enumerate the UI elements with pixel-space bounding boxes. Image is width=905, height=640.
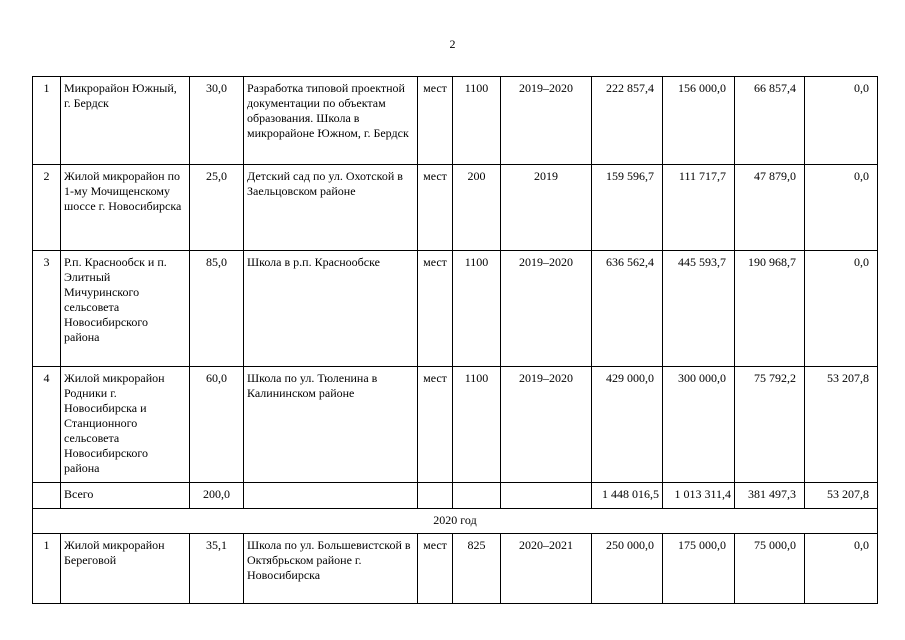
table-row — [33, 165, 878, 251]
federal-cell: 111 717,7 — [663, 165, 735, 251]
period-cell: 2020–2021 — [501, 534, 592, 604]
district-cell: Р.п. Краснообск и п. Элитный Мичуринского сельсовета Новосибирского района — [61, 251, 190, 367]
total-cost-cell: 250 000,0 — [592, 534, 663, 604]
other-cell: 0,0 — [805, 251, 878, 367]
empty-cell — [501, 483, 592, 509]
row-number: 1 — [33, 77, 61, 165]
unit-cell: мест — [418, 251, 453, 367]
regional-cell: 66 857,4 — [735, 77, 805, 165]
area-cell: 85,0 — [190, 251, 244, 367]
other-cell: 0,0 — [805, 534, 878, 604]
capacity-cell: 1100 — [453, 251, 501, 367]
other-cell: 0,0 — [805, 77, 878, 165]
period-cell: 2019–2020 — [501, 367, 592, 483]
area-cell: 60,0 — [190, 367, 244, 483]
area-cell: 25,0 — [190, 165, 244, 251]
federal-cell: 156 000,0 — [663, 77, 735, 165]
area-cell: 30,0 — [190, 77, 244, 165]
object-cell: Школа по ул. Тюленина в Калининском районе — [244, 367, 418, 483]
regional-cell: 47 879,0 — [735, 165, 805, 251]
regional-cell: 75 792,2 — [735, 367, 805, 483]
capacity-cell: 825 — [453, 534, 501, 604]
total-label: Всего — [61, 483, 190, 509]
page-number: 2 — [449, 37, 456, 51]
other-cell: 53 207,8 — [805, 367, 878, 483]
empty-cell — [244, 483, 418, 509]
empty-cell — [418, 483, 453, 509]
total-area-cell: 200,0 — [190, 483, 244, 509]
district-cell: Жилой микрорайон по 1-му Мочищенскому шоссе г. Новосибирска — [61, 165, 190, 251]
capacity-cell: 200 — [453, 165, 501, 251]
unit-cell: мест — [418, 367, 453, 483]
row-number: 4 — [33, 367, 61, 483]
object-cell: Разработка типовой проектной документации по объектам образования. Школа в микрорайоне Южном, г. Бердск — [244, 77, 418, 165]
total-cost-cell: 636 562,4 — [592, 251, 663, 367]
total-federal-cell: 1 013 311,4 — [663, 483, 735, 509]
district-cell: Микрорайон Южный, г. Бердск — [61, 77, 190, 165]
total-cost-cell: 222 857,4 — [592, 77, 663, 165]
object-cell: Школа в р.п. Краснообске — [244, 251, 418, 367]
district-cell: Жилой микрорайон Родники г. Новосибирска и Станционного сельсовета Новосибирского района — [61, 367, 190, 483]
row-number: 1 — [33, 534, 61, 604]
unit-cell: мест — [418, 534, 453, 604]
total-cost-cell: 429 000,0 — [592, 367, 663, 483]
table-row — [33, 251, 878, 367]
federal-cell: 300 000,0 — [663, 367, 735, 483]
federal-cell: 175 000,0 — [663, 534, 735, 604]
table-row — [33, 367, 878, 483]
total-other-cell: 53 207,8 — [805, 483, 878, 509]
table-row — [33, 77, 878, 165]
regional-cell: 190 968,7 — [735, 251, 805, 367]
capacity-cell: 1100 — [453, 367, 501, 483]
area-cell: 35,1 — [190, 534, 244, 604]
capacity-cell: 1100 — [453, 77, 501, 165]
total-regional-cell: 381 497,3 — [735, 483, 805, 509]
empty-cell — [453, 483, 501, 509]
period-cell: 2019–2020 — [501, 77, 592, 165]
period-cell: 2019–2020 — [501, 251, 592, 367]
object-cell: Школа по ул. Большевистской в Октябрьском районе г. Новосибирска — [244, 534, 418, 604]
district-cell: Жилой микрорайон Береговой — [61, 534, 190, 604]
unit-cell: мест — [418, 165, 453, 251]
empty-cell — [33, 483, 61, 509]
federal-cell: 445 593,7 — [663, 251, 735, 367]
other-cell: 0,0 — [805, 165, 878, 251]
regional-cell: 75 000,0 — [735, 534, 805, 604]
period-cell: 2019 — [501, 165, 592, 251]
year-heading: 2020 год — [33, 509, 878, 534]
total-cost-cell: 1 448 016,5 — [592, 483, 663, 509]
table-row — [33, 534, 878, 604]
total-cost-cell: 159 596,7 — [592, 165, 663, 251]
row-number: 3 — [33, 251, 61, 367]
investment-table — [32, 76, 878, 604]
unit-cell: мест — [418, 77, 453, 165]
row-number: 2 — [33, 165, 61, 251]
year-heading-row — [33, 509, 878, 534]
total-row — [33, 483, 878, 509]
object-cell: Детский сад по ул. Охотской в Заельцовском районе — [244, 165, 418, 251]
